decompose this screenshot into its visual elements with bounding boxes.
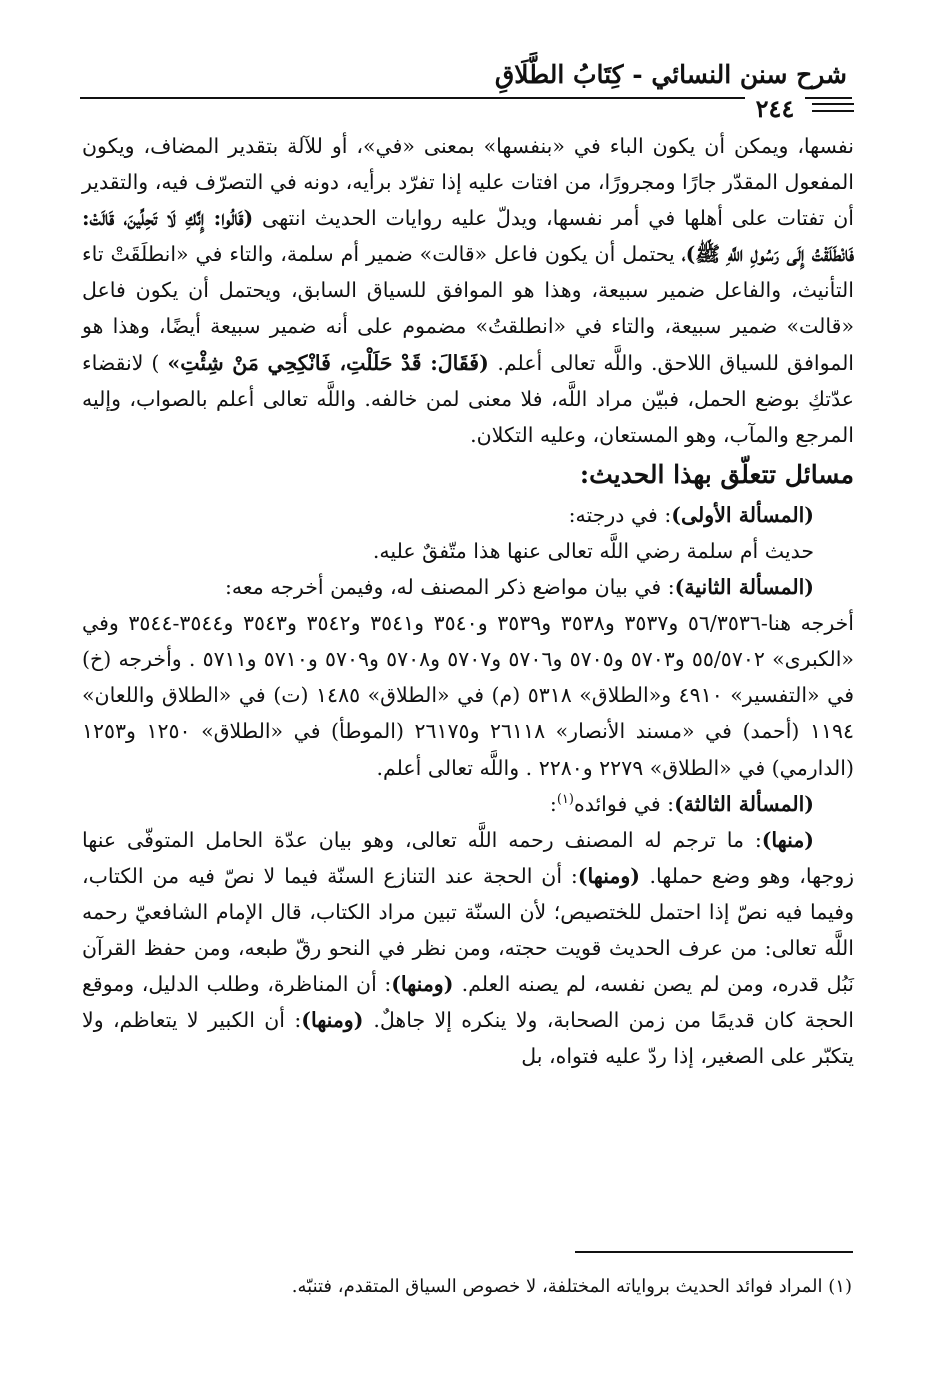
issue-title-text: : في بيان مواضع ذكر المصنف له، وفيمن أخرجه معه: bbox=[224, 575, 675, 600]
issue-two-text: أخرجه هنا-٥٦/٣٥٣٦ و٣٥٣٧ و٣٥٣٨ و٣٥٣٩ و٣٥٤٠ و٣٥٤١ و٣٥٤٢ و٣٥٤٣ و٣٥٤٤-٣٥٤٤ وفي «الكبرى» ٥٥/٥٧٠٢ و٥٧٠٣ و٥٧٠٥ و٥٧٠٦ و٥٧٠٧ و٥٧٠٨ و٥٧٠٩ و٥٧١٠ و٥٧١١ . وأخرجه (خ) في «التفسير» ٤٩١٠ و«الطلاق» ٥٣١٨ (م) في «الطلاق» ١٤٨٥ (ت) في «الطلاق واللعان» ١١٩٤ (أحمد) في «مسند الأنصار» ٢٦١١٨ و٢٦١٧٥ (الموطأ) في «الطلاق» ١٢٥٠ و١٢٥٣ (الدارمي) في «الطلاق» ٢٢٧٩ و٢٢٨٠ . واللَّه تعالى أعلم. bbox=[82, 611, 855, 780]
issue-three-title bbox=[82, 786, 854, 822]
issue-two-title bbox=[82, 569, 854, 605]
benefit-text: : ما ترجم له المصنف رحمه اللَّه تعالى، وهو بيان عدّة الحامل المتوفّى عنها زوجها، وهو وضع حملها. bbox=[82, 827, 854, 888]
hadith-quote: (فَقَالَ: قَدْ حَلَلْتِ، فَانْكِحِي مَنْ شِئْتِ» bbox=[167, 350, 498, 375]
issue-label: (المسألة الثانية) bbox=[674, 575, 814, 600]
issue-label: (المسألة الأولى) bbox=[671, 502, 814, 527]
issue-title-colon: : bbox=[549, 791, 557, 816]
header-rule bbox=[80, 97, 852, 99]
commentary-text: يحتمل أن يكون فاعل «قالت» ضمير أم سلمة، والتاء في «انطلَقَتْ تاء التأنيث، والفاعل ضمير سبيعة، وهذا هو الموافق للسياق السابق، ويحتمل أن يكون فاعل «قالت» ضمير سبيعة، والتاء في «انطلقتُ» مضموم على أنه ضمير سبيعة أيضًا، وهذا هو الموافق للسياق اللاحق. واللَّه تعالى أعلم. bbox=[82, 242, 855, 375]
main-text bbox=[82, 128, 854, 1074]
benefits-paragraph bbox=[82, 822, 854, 1075]
benefit-label: (منها) bbox=[761, 827, 814, 852]
issue-title-text: : في فوائده bbox=[573, 791, 675, 816]
issue-one-text: حديث أم سلمة رضي اللَّه تعالى عنها هذا متّفقٌ عليه. bbox=[372, 538, 814, 563]
commentary-paragraph bbox=[82, 128, 854, 453]
benefit-text: : أن الكبير لا يتعاظم، ولا يتكبّر على الصغير، إذا ردّ عليه فتواه، بل bbox=[82, 1008, 854, 1069]
hadith-quote: (قَالُوا: إِنَّكِ لَا تَحِلِّينَ، قَالَتْ: فَانْطَلَقْتُ إِلَى رَسُولِ اللَّهِ ﷺ)، bbox=[82, 206, 855, 267]
benefit-text: : أن الحجة عند التنازع السنّة فيما لا نصّ فيه من الكتاب، وفيما فيه نصّ إذا احتمل للختصيص؛ لأن السنّة تبين مراد الكتاب، قال الإمام الشافعيّ رحمه اللَّه تعالى: من عرف الحديث قويت حجته، ومن نظر في النحو رقّ طبعه، ومن حفظ القرآن نَبُل قدره، ومن لم يصن نفسه، لم يصنه العلم. bbox=[82, 863, 854, 997]
commentary-text: ) لانقضاء عدّتكِ بوضع الحمل، فبيّن مراد اللَّه، فلا معنى لمن خالفه. واللَّه تعالى أعلم بالصواب، وإليه المرجع والمآب، وهو المستعان، وعليه التكلان. bbox=[82, 350, 854, 447]
issue-label: (المسألة الثالثة) bbox=[674, 791, 814, 816]
section-heading: مسائل تتعلّق بهذا الحديث: bbox=[579, 459, 854, 489]
commentary-text: نفسها، ويمكن أن يكون الباء في «بنفسها» بمعنى «في»، أو للآلة بتقدير المضاف، ويكون المفعول المقدّر جارًا ومجرورًا، من افتات عليه إذا تفرّد برأيه، دونه في التصرّف فيه، والتقدير أن تفتات على أهلها في أمر نفسها، ويدلّ عليه روايات الحديث انتهى bbox=[82, 134, 854, 231]
page-number-rule-lower bbox=[812, 110, 854, 112]
footnote: (١) المراد فوائد الحديث برواياته المختلفة، لا خصوص السياق المتقدم، فتنبّه. bbox=[291, 1276, 852, 1297]
page-number: ٢٤٤ bbox=[745, 94, 805, 123]
benefit-label: (ومنها) bbox=[301, 1008, 374, 1033]
running-title: شرح سنن النسائي - كِتَابُ الطَّلَاقِ bbox=[494, 60, 847, 89]
benefit-label: (ومنها) bbox=[577, 863, 650, 888]
benefit-text: : أن المناظرة، وطلب الدليل، وموقع الحجة كان قديمًا من زمن الصحابة، ولا ينكره إلا جاهلٌ. bbox=[82, 972, 854, 1033]
benefit-label: (ومنها) bbox=[391, 972, 462, 997]
footnote-rule bbox=[575, 1251, 853, 1253]
issue-title-text: : في درجته: bbox=[568, 502, 672, 527]
issue-one-title bbox=[82, 497, 854, 533]
footnote-marker: (١) bbox=[556, 791, 574, 807]
page-number-rule-upper bbox=[812, 103, 854, 105]
